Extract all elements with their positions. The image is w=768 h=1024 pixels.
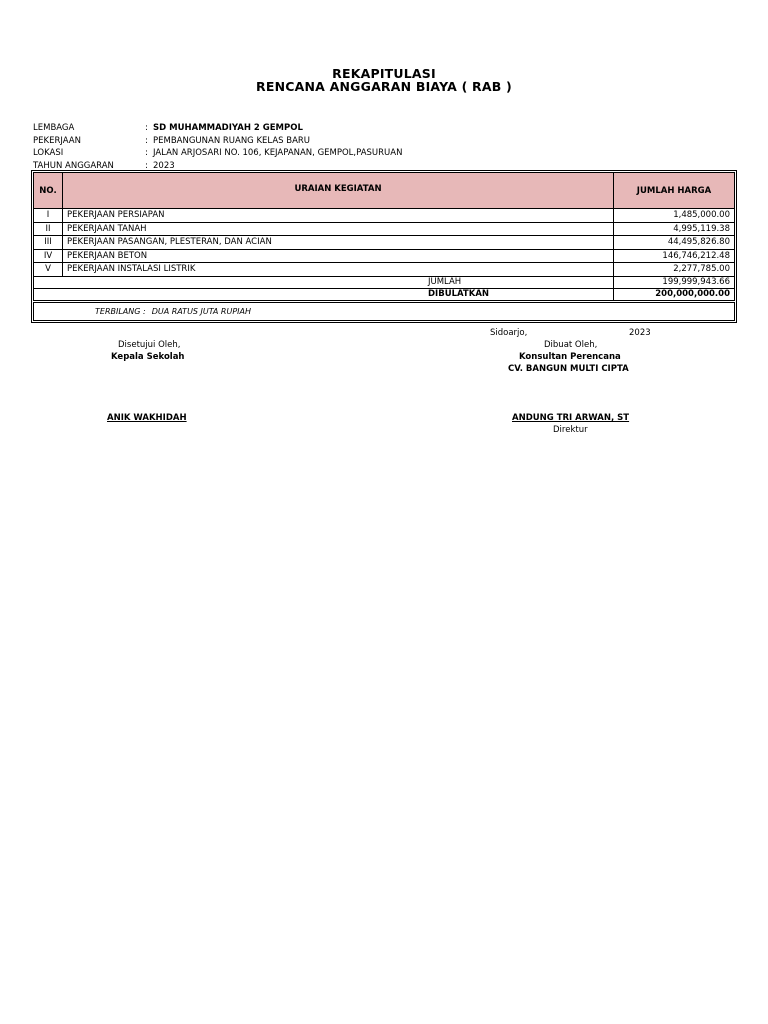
total-row: [34, 277, 734, 289]
header-no: NO.: [34, 173, 63, 208]
row-no: V: [34, 263, 63, 276]
table-row: [34, 209, 734, 223]
row-no: I: [34, 209, 63, 222]
info-colon: :: [145, 123, 148, 134]
table-row: [34, 223, 734, 237]
info-label: PEKERJAAN: [33, 135, 81, 146]
table-header: [34, 173, 734, 209]
info-colon: :: [145, 148, 148, 159]
total-label: JUMLAH: [34, 277, 614, 288]
row-uraian: PEKERJAAN PERSIAPAN: [63, 209, 614, 222]
preparer-role: Konsultan Perencana: [519, 352, 621, 362]
table-row: [34, 236, 734, 250]
approver-role: Kepala Sekolah: [111, 352, 185, 362]
header-jumlah: JUMLAH HARGA: [636, 185, 712, 196]
rounded-total-row: [34, 289, 734, 300]
project-info: [33, 122, 402, 172]
rab-table-body: [33, 172, 735, 301]
header-uraian: URAIAN KEGIATAN: [63, 173, 614, 208]
info-value: PEMBANGUNAN RUANG KELAS BARU: [153, 135, 311, 146]
row-uraian: PEKERJAAN BETON: [63, 250, 614, 263]
info-label: TAHUN ANGGARAN: [33, 160, 114, 171]
table-row: [34, 250, 734, 264]
row-no: II: [34, 223, 63, 236]
approver-name: ANIK WAKHIDAH: [107, 413, 187, 423]
row-uraian: PEKERJAAN INSTALASI LISTRIK: [63, 263, 614, 276]
row-jumlah: 1,485,000.00: [673, 210, 730, 221]
table-row: [34, 263, 734, 277]
row-no: IV: [34, 250, 63, 263]
signature-year: 2023: [629, 328, 651, 338]
preparer-name: ANDUNG TRI ARWAN, ST: [512, 413, 630, 423]
signature-place: Sidoarjo,: [490, 328, 528, 338]
info-value: SD MUHAMMADIYAH 2 GEMPOL: [153, 123, 303, 134]
preparer-position: Direktur: [553, 425, 588, 435]
row-no: III: [34, 236, 63, 249]
terbilang-value: DUA RATUS JUTA RUPIAH: [151, 306, 252, 316]
row-jumlah: 146,746,212.48: [662, 250, 730, 261]
terbilang-label: TERBILANG :: [95, 306, 146, 316]
row-jumlah: 2,277,785.00: [673, 264, 730, 275]
row-uraian: PEKERJAAN TANAH: [63, 223, 614, 236]
preparer-company: CV. BANGUN MULTI CIPTA: [508, 364, 629, 374]
info-row-lokasi: [33, 147, 402, 160]
total-value: 199,999,943.66: [662, 277, 730, 287]
info-value: 2023: [153, 160, 175, 171]
prepared-by-caption: Dibuat Oleh,: [544, 340, 598, 350]
row-jumlah: 4,995,119.38: [673, 223, 730, 234]
terbilang-box: [33, 302, 735, 321]
rab-table: [31, 170, 737, 323]
approved-by-caption: Disetujui Oleh,: [118, 340, 181, 350]
row-jumlah: 44,495,826.80: [667, 237, 730, 248]
info-value: JALAN ARJOSARI NO. 106, KEJAPANAN, GEMPOL,PASURUAN: [153, 148, 403, 159]
info-colon: :: [145, 135, 148, 146]
document-title: REKAPITULASI: [332, 66, 436, 81]
info-row-lembaga: [33, 122, 402, 135]
row-uraian: PEKERJAAN PASANGAN, PLESTERAN, DAN ACIAN: [63, 236, 614, 249]
info-row-pekerjaan: [33, 135, 402, 148]
info-label: LOKASI: [33, 148, 64, 159]
document-subtitle: RENCANA ANGGARAN BIAYA ( RAB ): [256, 79, 512, 94]
rounded-total-value: 200,000,000.00: [655, 289, 730, 299]
rounded-total-label: DIBULATKAN: [34, 289, 614, 300]
info-colon: :: [145, 160, 148, 171]
info-label: LEMBAGA: [33, 123, 75, 134]
